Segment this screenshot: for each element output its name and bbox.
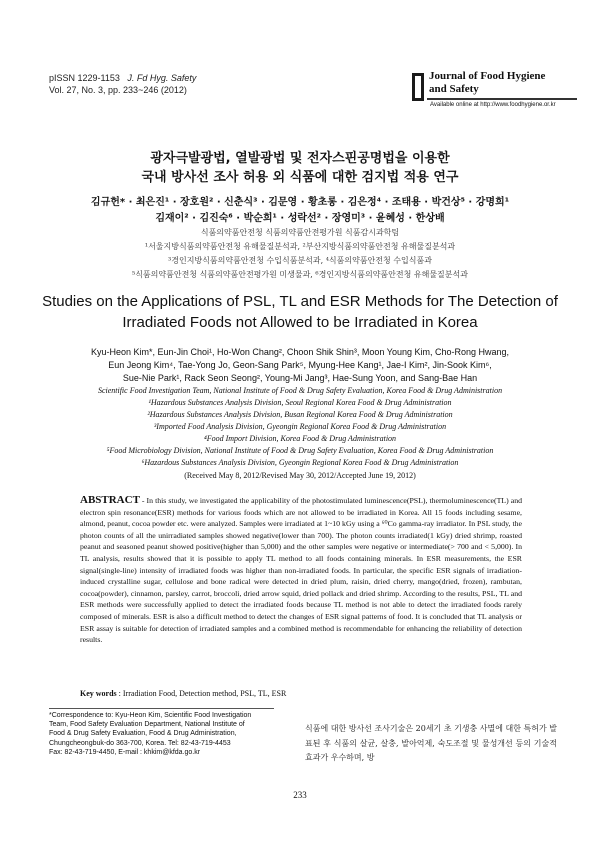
english-authors-line: Kyu-Heon Kim*, Eun-Jin Choi¹, Ho-Won Chang², Choon Shik Shin³, Moon Young Kim, Cho-Rong Hwang, (90, 347, 510, 357)
english-affiliation: ¹Hazardous Substances Analysis Division, Seoul Regional Korea Food & Drug Administration (148, 398, 452, 407)
correspondence-line: Food & Drug Safety Evaluation, Food & Drug Administration, (49, 730, 237, 738)
footnote-divider (49, 708, 274, 709)
correspondence (49, 711, 289, 757)
korean-title-line1: 광자극발광법, 열발광법 및 전자스핀공명법을 이용한 (150, 151, 450, 166)
journal-rule (427, 98, 577, 100)
correspondence-line: Chungcheongbuk-do 363-700, Korea. Tel: 82-43-719-4453 (49, 739, 231, 747)
english-title-line1: Studies on the Applications of PSL, TL and ESR Methods for The Detection of (42, 293, 558, 310)
journal-url[interactable]: Available online at http://www.foodhygiene.or.kr (430, 102, 556, 108)
english-title-line2: Irradiated Foods not Allowed to be Irradiated in Korea (122, 314, 478, 331)
correspondence-line: Fax: 82-43-719-4450, E-mail : khkim@kfda.go.kr (49, 748, 201, 756)
journal-abbr: J. Fd Hyg. Safety (127, 73, 197, 83)
english-authors-line: Sue-Nie Park¹, Rack Seon Seong², Young-Mi Jang³, Hae-Sung Yoon, and Sang-Bae Han (122, 373, 478, 383)
korean-affiliation: ⁵식품의약품안전청 식품의약품안전평가원 미생물과, ⁶경인지방식품의약품안전청 유해물질분석과 (132, 270, 468, 279)
journal-meta (49, 72, 196, 96)
abstract-text: - In this study, we investigated the applicability of the photostimulated luminescence(PSL), thermoluminescence(TL) and electron spin resonance(ESR) methods for various foods which are not allowed to be irradiated in Korea. All 15 foods including sesame, almond, peanut, cocoa powder etc. were analyzed. Samples were irradiated at 1~10 kGy using a ⁶⁰Co gamma-ray irradiator. In PSL study, the photon counts of all the unirradiated samples showed negative(lower than 700). The photon counts irradiated(1 kGy) dried shrimp, roasted peanut and seasoned peanut showed positive(higher than 5,000) and the other samples were negative or intermediate(> 700 and < 5,000). In TL analysis, results showed that it is possible to apply TL method to all foods containing minerals. In ESR measurements, the ESR signal(single-line) intensity of irradiated foods was higher than non-irradiated foods. In particular, the specific ESR signals of irradiation-induced crystalline sugar, cellulose and bone radical were detected in dried plum, raisin, dried cherry, mango(dried, frozen), rambutan, cocoa(powder), cinnamon, parsley, carrot, broccoli, dried arrow squid, dried pollack and dried shrimp. According to the results, PSL, TL and ESR methods were successfully applied to detect the irradiated foods because TL method is not able to detect the irradiated foods rarely composed of minerals. ESR is also a difficult method to detect the changes of ESR signal patterns of food. It is concluded that TL analysis or ESR assay is suitable for detection of irradiated samples and a combined method is recommendable for enhancing the reliability of detection results. (80, 496, 522, 645)
english-affiliation: ²Hazardous Substances Analysis Division, Busan Regional Korea Food & Drug Administration (147, 410, 453, 419)
english-affiliation: Scientific Food Investigation Team, National Institute of Food & Drug Safety Evaluation, Korea Food & Drug Administration (97, 386, 503, 395)
korean-title-line2: 국내 방사선 조사 허용 외 식품에 대한 검지법 적용 연구 (141, 170, 459, 185)
korean-affiliation: 식품의약품안전청 식품의약품안전평가원 식품감시과학팀 (200, 228, 400, 237)
english-affiliation: ⁴Food Import Division, Korea Food & Drug Administration (203, 434, 397, 443)
journal-logo-icon (412, 73, 424, 101)
english-affiliation: ⁶Hazardous Substances Analysis Division, Gyeongin Regional Korea Food & Drug Administration (141, 458, 459, 467)
english-affiliation: ⁵Food Microbiology Division, National Institute of Food & Drug Safety Evaluation, Korea Food & Drug Administration (106, 446, 494, 455)
journal-name-line2: and Safety (429, 83, 479, 95)
korean-affiliation: ¹서울지방식품의약품안전청 유해물질분석과, ²부산지방식품의약품안전청 유해물질분석과 (144, 242, 456, 251)
keywords-label: Key words (80, 689, 117, 698)
korean-authors-line1: 김규헌* · 최은진¹ · 장호원² · 신춘식³ · 김문영 · 황초롱 · 김은정⁴ · 조태용 · 박건상⁵ · 강명희¹ (90, 197, 510, 208)
correspondence-line: Team, Food Safety Evaluation Department, National Institute of (49, 721, 245, 729)
correspondence-line: *Correspondence to: Kyu-Heon Kim, Scientific Food Investigation (49, 712, 252, 719)
abstract-heading: ABSTRACT (80, 494, 140, 506)
received-dates: (Received May 8, 2012/Revised May 30, 2012/Accepted June 19, 2012) (184, 471, 416, 480)
korean-affiliation: ³경인지방식품의약품안전청 수입식품분석과, ⁴식품의약품안전청 수입식품과 (168, 256, 432, 265)
journal-name (429, 70, 564, 96)
keywords (80, 689, 522, 698)
journal-name-line1: Journal of Food Hygiene (429, 70, 546, 82)
english-authors-line: Eun Jeong Kim⁴, Tae-Yong Jo, Geon-Sang Park⁵, Myung-Hee Kang¹, Jae-I Kim², Jin-Sook Kim⁶, (108, 360, 492, 370)
volume-info: Vol. 27, No. 3, pp. 233~246 (2012) (49, 85, 187, 95)
page-number: 233 (293, 790, 307, 800)
issn: pISSN 1229-1153 (49, 73, 120, 83)
korean-authors-line2: 김재이² · 김진숙⁶ · 박순희¹ · 성락선² · 장영미³ · 윤혜성 · 한상배 (155, 213, 445, 224)
english-affiliation: ³Imported Food Analysis Division, Gyeongin Regional Korea Food & Drug Administration (153, 422, 447, 431)
abstract (80, 495, 522, 646)
keywords-text: : Irradiation Food, Detection method, PSL, TL, ESR (116, 689, 287, 698)
body-text-korean: 식품에 대한 방사선 조사기술은 20세기 초 기생충 사멸에 대한 특허가 발표된 후 식품의 살균, 살충, 발아억제, 숙도조절 및 물성개선 등의 기술적 효과가 우수하며, 방 (305, 724, 557, 762)
